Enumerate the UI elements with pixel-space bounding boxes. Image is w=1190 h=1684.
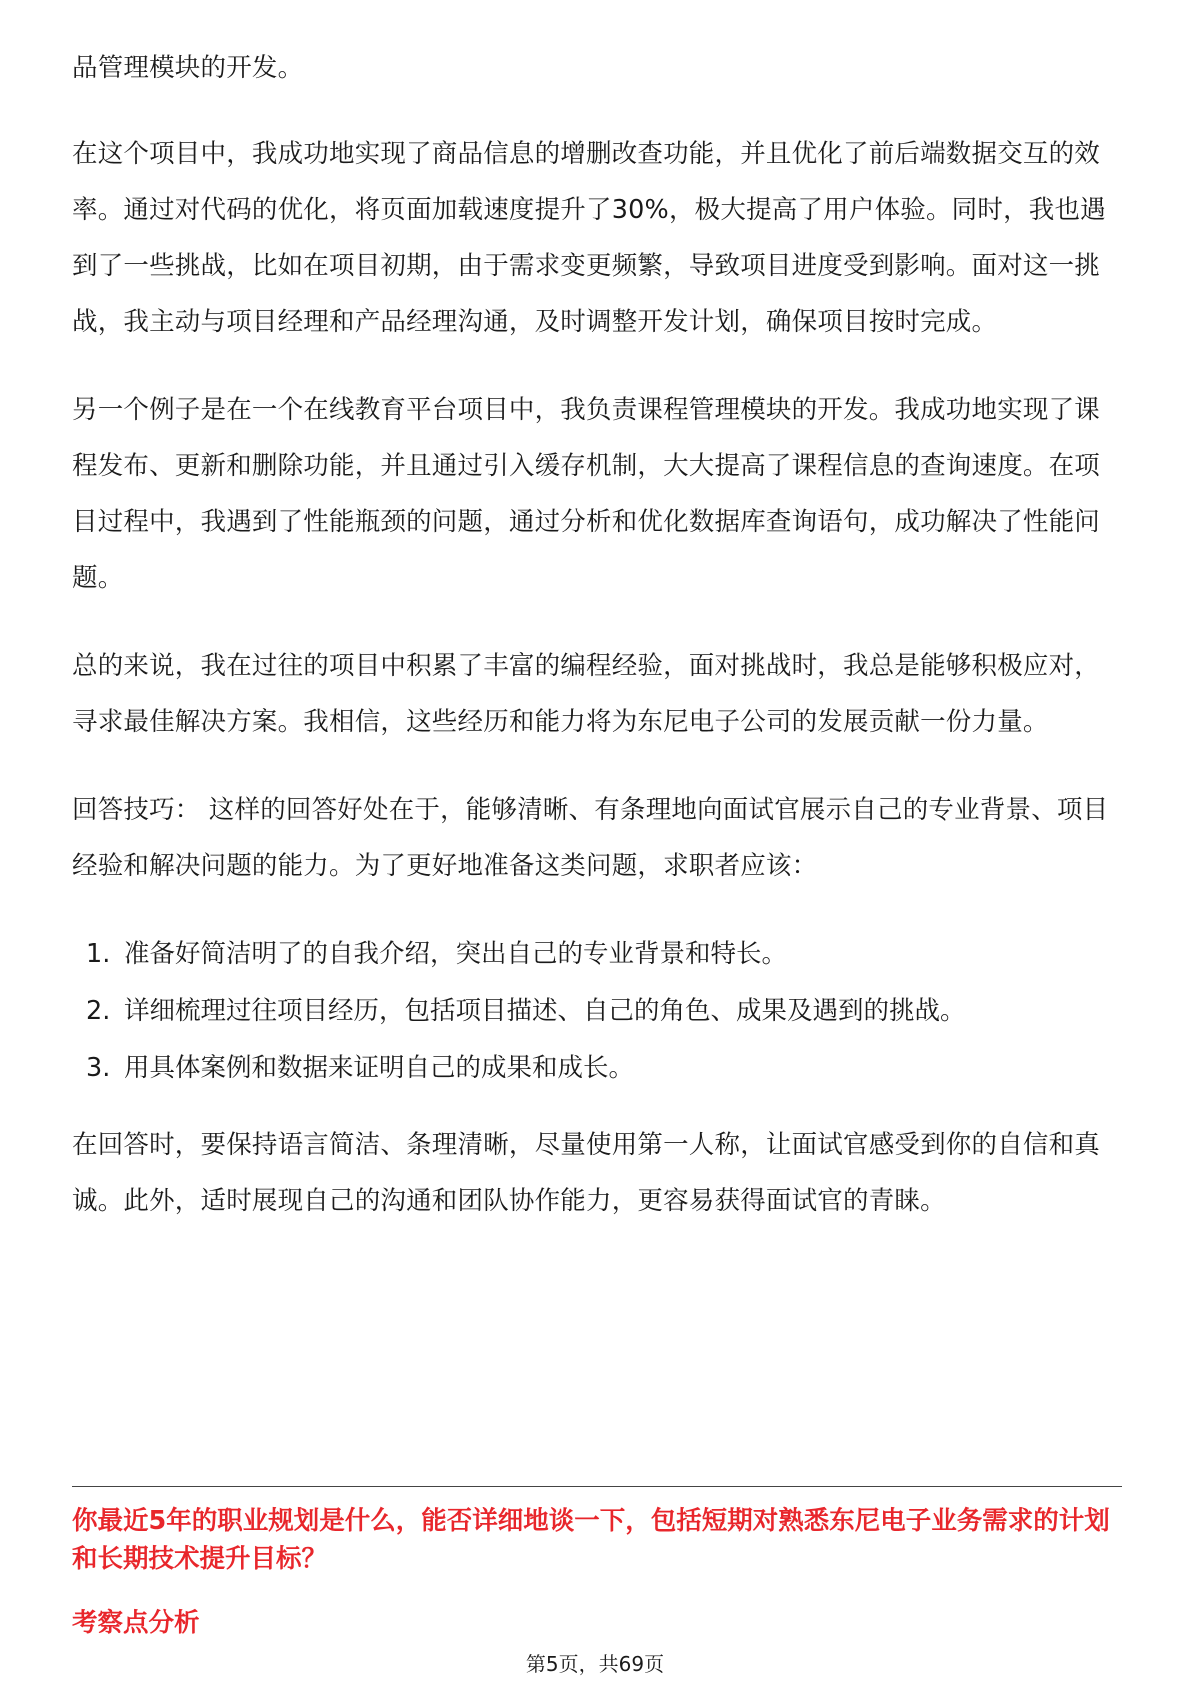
list-item-number: 1. <box>86 939 111 969</box>
list-item-number: 2. <box>86 996 111 1026</box>
list-item-number: 3. <box>86 1053 111 1083</box>
list-item-text: 用具体案例和数据来证明自己的成果和成长。 <box>124 1053 635 1083</box>
paragraph-summary: 总的来说，我在过往的项目中积累了丰富的编程经验，面对挑战时，我总是能够积极应对，寻求最佳解决方案。我相信，这些经历和能力将为东尼电子公司的发展贡献一份力量。 <box>72 651 1101 737</box>
question-heading: 你最近5年的职业规划是什么，能否详细地谈一下，包括短期对熟悉东尼电子业务需求的计划和长期技术提升目标？ <box>72 1506 1110 1574</box>
paragraph-project-one: 在这个项目中，我成功地实现了商品信息的增删改查功能，并且优化了前后端数据交互的效率。通过对代码的优化，将页面加载速度提升了30%，极大提高了用户体验。同时，我也遇到了一些挑战，比如在项目初期，由于需求变更频繁，导致项目进度受到影响。面对这一挑战，我主动与项目经理和产品经理沟通，及时调整开发计划，确保项目按时完成。 <box>72 139 1106 337</box>
list-item <box>72 926 1122 983</box>
tips-list <box>72 926 1122 1097</box>
list-item <box>72 1040 1122 1097</box>
paragraph-closing: 在回答时，要保持语言简洁、条理清晰，尽量使用第一人称，让面试官感受到你的自信和真诚。此外，适时展现自己的沟通和团队协作能力，更容易获得面试官的青睐。 <box>72 1130 1101 1216</box>
section-divider <box>72 1486 1122 1487</box>
answer-body <box>72 40 1122 1261</box>
paragraph-continuation: 品管理模块的开发。 <box>72 53 304 83</box>
paragraph-project-two: 另一个例子是在一个在线教育平台项目中，我负责课程管理模块的开发。我成功地实现了课程发布、更新和删除功能，并且通过引入缓存机制，大大提高了课程信息的查询速度。在项目过程中，我遇到了性能瓶颈的问题，通过分析和优化数据库查询语句，成功解决了性能问题。 <box>72 395 1101 593</box>
list-item-text: 准备好简洁明了的自我介绍，突出自己的专业背景和特长。 <box>124 939 788 969</box>
paragraph-answer-tips: 回答技巧： 这样的回答好处在于，能够清晰、有条理地向面试官展示自己的专业背景、项目经验和解决问题的能力。为了更好地准备这类问题，求职者应该： <box>72 795 1109 881</box>
analysis-heading: 考察点分析 <box>72 1608 200 1638</box>
list-item-text: 详细梳理过往项目经历，包括项目描述、自己的角色、成果及遇到的挑战。 <box>124 996 966 1026</box>
list-item <box>72 983 1122 1040</box>
page-number-footer: 第5页，共69页 <box>525 1652 665 1676</box>
